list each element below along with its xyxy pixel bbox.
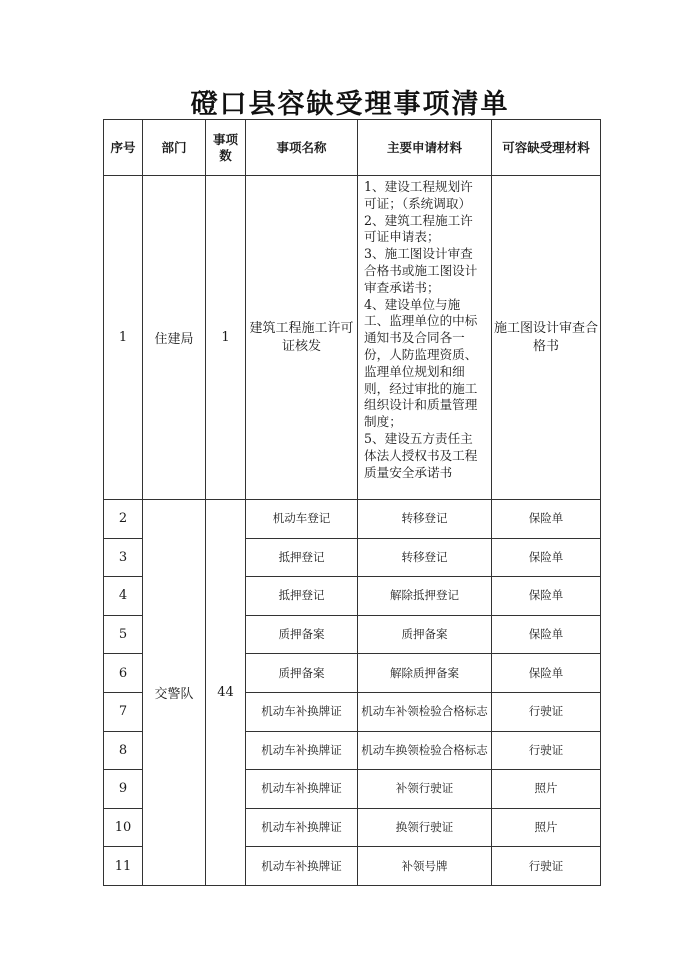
row-optional: 照片	[492, 808, 601, 847]
row-seq: 9	[104, 770, 143, 809]
row-optional: 施工图设计审查合格书	[492, 176, 601, 500]
row-seq: 11	[104, 847, 143, 886]
row-seq: 5	[104, 615, 143, 654]
row-name: 质押备案	[246, 615, 358, 654]
row-material: 质押备案	[358, 615, 492, 654]
material-item: 3、施工图设计审查合格书或施工图设计审查承诺书；	[364, 246, 478, 295]
row-name: 机动车补换牌证	[246, 731, 358, 770]
row-seq: 8	[104, 731, 143, 770]
row-materials	[358, 176, 492, 500]
table-row	[104, 176, 601, 500]
row-name: 建筑工程施工许可证核发	[246, 176, 358, 500]
material-item: 2、建筑工程施工许可证申请表；	[364, 212, 473, 245]
document-title: 磴口县容缺受理事项清单	[190, 89, 510, 120]
row-material: 转移登记	[358, 538, 492, 577]
row-name: 机动车补换牌证	[246, 808, 358, 847]
table-row	[104, 500, 601, 539]
row-material: 补领号牌	[358, 847, 492, 886]
row-material: 机动车补领检验合格标志	[358, 692, 492, 731]
header-optional: 可容缺受理材料	[492, 120, 601, 176]
row-name: 机动车登记	[246, 500, 358, 539]
row-material: 补领行驶证	[358, 770, 492, 809]
row-name: 机动车补换牌证	[246, 692, 358, 731]
row-optional: 保险单	[492, 538, 601, 577]
material-item: 5、建设五方责任主体法人授权书及工程质量安全承诺书	[364, 430, 478, 480]
material-item: 1、建设工程规划许可证；（系统调取）	[364, 179, 473, 211]
header-dept: 部门	[143, 120, 206, 176]
row-material: 转移登记	[358, 500, 492, 539]
row-material: 解除质押备案	[358, 654, 492, 693]
row-optional: 行驶证	[492, 847, 601, 886]
row-material: 换领行驶证	[358, 808, 492, 847]
row-material: 解除抵押登记	[358, 577, 492, 616]
row-seq: 1	[104, 176, 143, 500]
row-seq: 7	[104, 692, 143, 731]
row-name: 抵押登记	[246, 538, 358, 577]
header-seq: 序号	[104, 120, 143, 176]
row-optional: 保险单	[492, 654, 601, 693]
row-optional: 保险单	[492, 500, 601, 539]
row-count: 44	[206, 500, 246, 886]
row-seq: 10	[104, 808, 143, 847]
row-name: 质押备案	[246, 654, 358, 693]
row-optional: 行驶证	[492, 731, 601, 770]
material-item: 4、建设单位与施工、监理单位的中标通知书及合同各一份，人防监理资质、监理单位规划和细则，经过审批的施工组织设计和质量管理制度；	[364, 296, 478, 430]
row-name: 抵押登记	[246, 577, 358, 616]
row-name: 机动车补换牌证	[246, 847, 358, 886]
row-seq: 2	[104, 500, 143, 539]
row-seq: 4	[104, 577, 143, 616]
header-materials: 主要申请材料	[358, 120, 492, 176]
acceptance-table	[103, 119, 601, 886]
row-dept: 交警队	[143, 500, 206, 886]
row-optional: 行驶证	[492, 692, 601, 731]
row-optional: 保险单	[492, 577, 601, 616]
header-name: 事项名称	[246, 120, 358, 176]
row-seq: 3	[104, 538, 143, 577]
row-seq: 6	[104, 654, 143, 693]
row-optional: 照片	[492, 770, 601, 809]
row-material: 机动车换领检验合格标志	[358, 731, 492, 770]
row-optional: 保险单	[492, 615, 601, 654]
header-count: 事项数	[206, 120, 246, 176]
row-dept: 住建局	[143, 176, 206, 500]
row-count: 1	[206, 176, 246, 500]
row-name: 机动车补换牌证	[246, 770, 358, 809]
table-header-row	[104, 120, 601, 176]
